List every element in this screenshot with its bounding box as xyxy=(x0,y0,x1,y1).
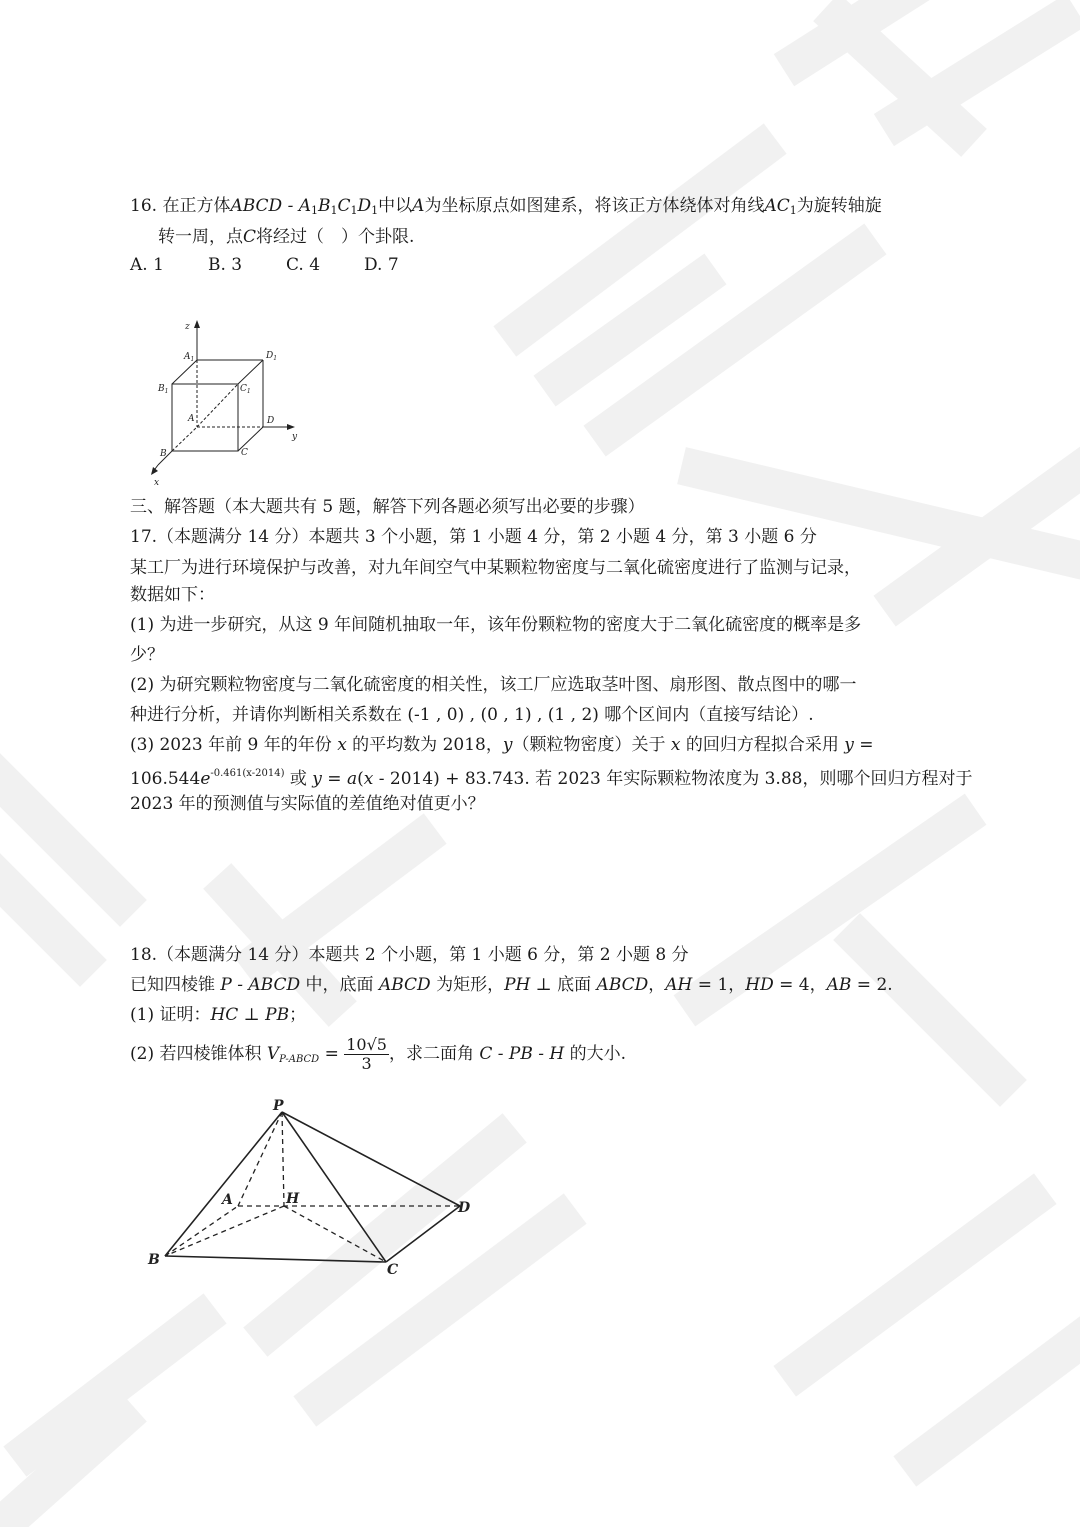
svg-text:D1: $D_1$ xyxy=(266,351,278,362)
q18-stem: 已知四棱锥 P - ABCD 中，底面 ABCD 为矩形，PH ⊥ 底面 ABCD，AH = 1，HD = 4，AB = 2. xyxy=(130,975,893,995)
svg-text:C1: $C_1$ xyxy=(240,384,251,395)
svg-text:P: P xyxy=(273,1098,284,1114)
q17-part3-line1: (3) 2023 年前 9 年的年份 x 的平均数为 2018，y（颗粒物密度）关于 x 的回归方程拟合采用 y = xyxy=(130,735,874,755)
q17-part1-line1: (1) 为进一步研究，从这 9 年间随机抽取一年，该年份颗粒物的密度大于二氧化硫密度的概率是多 xyxy=(130,615,862,635)
q16-option-d: D. 7 xyxy=(364,255,399,275)
q18-part2: (2) 若四棱锥体积 $V_{P-ABCD}$ = $\frac{10√5}{3}$ ，求二面角 C - PB - H 的大小. xyxy=(130,1035,627,1073)
svg-text:H: H xyxy=(286,1191,300,1207)
q16-options xyxy=(130,254,442,276)
q17-part3-line2: $106.544e^{-0.461(x-2014)}$ 或 y = a(x - 2014) + 83.743. 若 2023 年实际颗粒物浓度为 3.88，则哪个回归方程对于 xyxy=(130,768,973,789)
q16-stem-line2: 转一周，点C将经过（ ）个卦限. xyxy=(158,227,415,247)
svg-text:C: C xyxy=(387,1262,399,1277)
svg-text:D: D xyxy=(267,416,275,426)
svg-text:D: D xyxy=(458,1200,471,1216)
q17-intro-line1: 某工厂为进行环境保护与改善，对九年间空气中某颗粒物密度与二氧化硫密度进行了监测与记录， xyxy=(130,558,861,578)
q17-part2-line1: (2) 为研究颗粒物密度与二氧化硫密度的相关性，该工厂应选取茎叶图、扇形图、散点图中的哪一 xyxy=(130,675,857,695)
svg-text:y: y xyxy=(292,432,298,442)
q17-part2-line2: 种进行分析，并请你判断相关系数在 (-1 , 0) , (0 , 1) , (1 , 2) 哪个区间内（直接写结论）. xyxy=(130,705,814,725)
svg-text:A1: $A_1$ xyxy=(184,352,195,363)
pyramid-figure xyxy=(140,1092,490,1277)
q16-option-c: C. 4 xyxy=(286,255,321,275)
volume-fraction: $\frac{10√5}{3}$ xyxy=(346,1035,387,1073)
svg-text:x: x xyxy=(154,478,160,488)
svg-text:B: B xyxy=(148,1252,160,1268)
svg-text:C: C xyxy=(241,448,248,458)
q17-header: 17.（本题满分 14 分）本题共 3 个小题，第 1 小题 4 分，第 2 小题 4 分，第 3 小题 6 分 xyxy=(130,527,817,547)
svg-text:B: B xyxy=(160,449,167,459)
svg-text:B1: $B_1$ xyxy=(158,384,169,395)
svg-text:A: A xyxy=(222,1192,233,1208)
q18-part1: (1) 证明：HC ⊥ PB； xyxy=(130,1005,307,1025)
svg-text:z: z xyxy=(185,322,190,332)
q17-part3-line3: 2023 年的预测值与实际值的差值绝对值更小？ xyxy=(130,794,485,814)
q16-stem-line1: 16. 在正方体ABCD - $A_1B_1C_1D_1$中以A为坐标原点如图建系，将该正方体绕体对角线$AC_1$为旋转轴旋 xyxy=(130,196,882,217)
cube-figure xyxy=(140,315,310,490)
svg-text:A: A xyxy=(188,414,195,424)
q16-option-b: B. 3 xyxy=(208,255,243,275)
q17-part1-line2: 少？ xyxy=(130,645,164,665)
section-heading: 三、解答题（本大题共有 5 题，解答下列各题必须写出必要的步骤） xyxy=(130,497,645,517)
q17-intro-line2: 数据如下： xyxy=(130,585,215,605)
q16-option-a: A. 1 xyxy=(130,255,164,275)
q18-header: 18.（本题满分 14 分）本题共 2 个小题，第 1 小题 6 分，第 2 小题 8 分 xyxy=(130,945,689,965)
